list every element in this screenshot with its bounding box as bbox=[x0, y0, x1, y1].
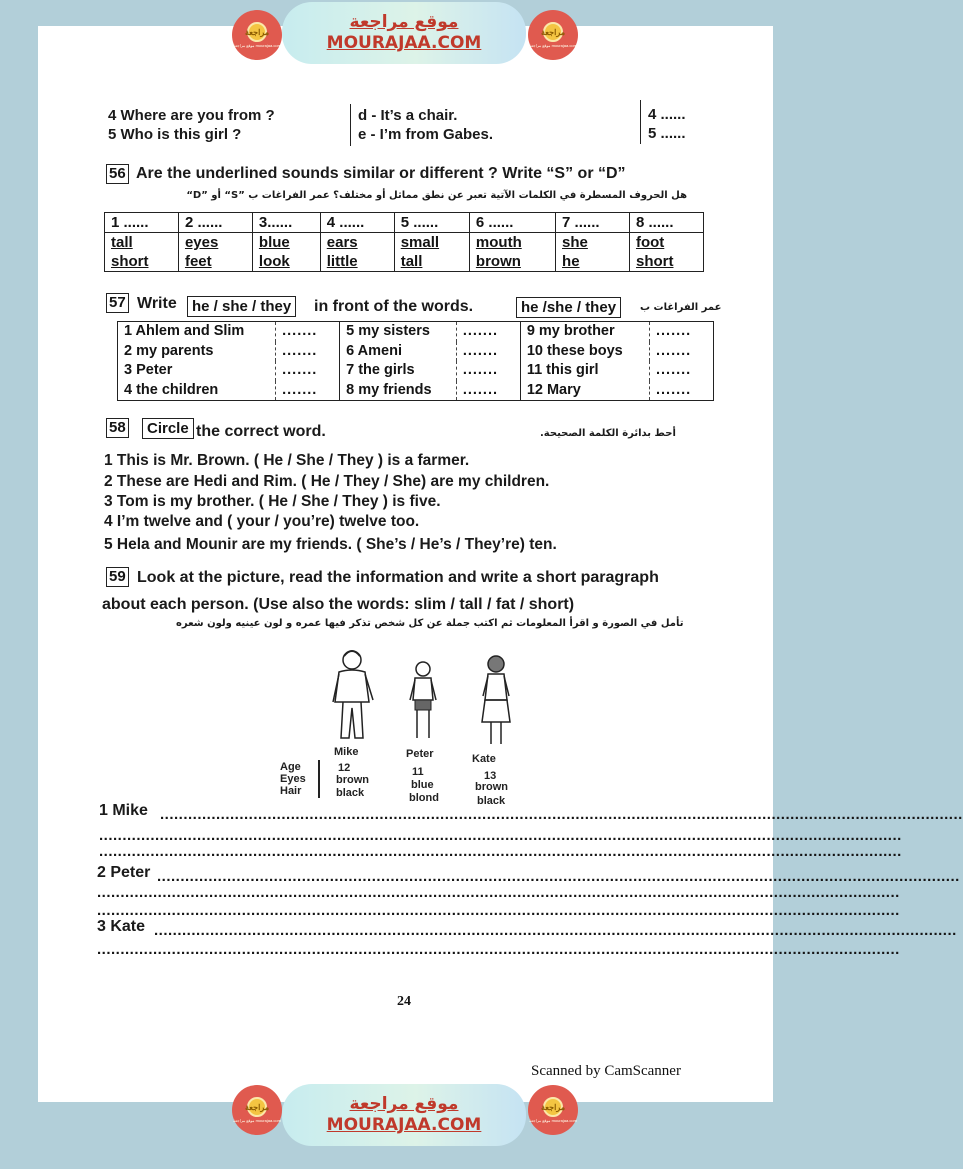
sound-label-6[interactable]: 6 ...... bbox=[469, 213, 555, 233]
logo-coin-icon: مراجعة bbox=[247, 1097, 267, 1117]
answer-line-mike-3[interactable]: ............................................................................................................................................................................ bbox=[99, 843, 902, 860]
blank-2[interactable]: ....... bbox=[276, 342, 340, 362]
label-hair: Hair bbox=[280, 785, 302, 797]
logo-coin-icon: مراجعة bbox=[247, 22, 267, 42]
sentence-4[interactable]: 4 I’m twelve and ( your / you’re) twelve too. bbox=[104, 513, 420, 530]
exercise-59-instruction-1: Look at the picture, read the information and write a short paragraph bbox=[137, 569, 659, 586]
answer-e: e - I’m from Gabes. bbox=[358, 126, 494, 143]
item-8: 8 my friends bbox=[346, 381, 432, 398]
peter-name: Peter bbox=[406, 748, 434, 760]
exercise-57-number: 57 bbox=[106, 293, 129, 313]
answer-d: d - It’s a chair. bbox=[358, 107, 458, 124]
exercise-57-pronoun-box-2: he /she / they bbox=[516, 297, 621, 318]
exercise-57-arabic: عمر الفراغات ب bbox=[640, 302, 722, 313]
answer-label-kate: 3 Kate bbox=[97, 918, 146, 935]
label-eyes: Eyes bbox=[280, 773, 306, 785]
answer-line-mike-1[interactable]: ............................................................................................................................................................................ bbox=[160, 806, 963, 823]
match-4-blank[interactable]: 4 ...... bbox=[648, 106, 686, 123]
sentence-3[interactable]: 3 Tom is my brother. ( He / She / They ) is five. bbox=[104, 493, 441, 510]
blank-9[interactable]: ....... bbox=[650, 322, 714, 342]
right-bottom-logo bbox=[528, 1085, 578, 1135]
word-pair-1: tall short bbox=[105, 233, 179, 272]
blank-6[interactable]: ....... bbox=[456, 342, 520, 362]
item-3: 3 Peter bbox=[124, 362, 173, 378]
item-12: 12 Mary bbox=[526, 381, 581, 398]
word-pair-3: blue look bbox=[252, 233, 320, 272]
word-pair-8: foot short bbox=[629, 233, 703, 272]
mike-age: 12 bbox=[338, 762, 351, 774]
peter-figure bbox=[406, 658, 440, 744]
peter-age: 11 bbox=[412, 766, 424, 778]
logo-caption: موقع مراجعة mourajaa.com bbox=[529, 43, 577, 48]
kate-name: Kate bbox=[472, 753, 496, 765]
blank-4[interactable]: ....... bbox=[276, 381, 340, 401]
sound-label-2[interactable]: 2 ...... bbox=[178, 213, 252, 233]
scanner-watermark: Scanned by CamScanner bbox=[531, 1063, 681, 1079]
answer-line-peter-2[interactable]: ............................................................................................................................................................................ bbox=[97, 884, 900, 901]
kate-figure bbox=[478, 652, 514, 748]
page-number: 24 bbox=[397, 994, 411, 1009]
table-row bbox=[105, 233, 704, 272]
banner-arabic-title: موقع مراجعة bbox=[349, 12, 459, 32]
blank-8[interactable]: ....... bbox=[456, 381, 520, 401]
exercise-59-number: 59 bbox=[106, 567, 129, 587]
table-row bbox=[105, 213, 704, 233]
sound-label-4[interactable]: 4 ...... bbox=[320, 213, 394, 233]
mike-name: Mike bbox=[334, 746, 359, 758]
exercise-56-number: 56 bbox=[106, 164, 129, 184]
blank-11[interactable]: ....... bbox=[650, 361, 714, 381]
mike-figure bbox=[325, 646, 383, 746]
mike-eyes: brown bbox=[336, 774, 369, 786]
question-5: 5 Who is this girl ? bbox=[108, 126, 242, 143]
word-pair-5: small tall bbox=[394, 233, 469, 272]
question-4: 4 Where are you from ? bbox=[108, 107, 275, 124]
sound-label-3[interactable]: 3...... bbox=[252, 213, 320, 233]
blank-7[interactable]: ....... bbox=[456, 361, 520, 381]
table-row bbox=[118, 381, 714, 401]
answer-line-mike-2[interactable]: ............................................................................................................................................................................ bbox=[99, 827, 902, 844]
exercise-58-instruction: the correct word. bbox=[196, 423, 326, 440]
exercise-57-pronoun-box: he / she / they bbox=[187, 296, 296, 317]
exercise-57-table bbox=[117, 321, 714, 401]
bottom-site-banner[interactable] bbox=[282, 1084, 526, 1146]
exercise-58-circle-box: Circle bbox=[142, 418, 194, 439]
item-11: 11 this girl bbox=[526, 362, 599, 378]
mike-hair: black bbox=[336, 787, 365, 799]
exercise-58-arabic: أحط بدائرة الكلمة الصحيحة. bbox=[540, 428, 676, 439]
sentence-2[interactable]: 2 These are Hedi and Rim. ( He / They / She) are my children. bbox=[104, 473, 550, 490]
logo-coin-icon: مراجعة bbox=[543, 22, 563, 42]
exercise-57-write: Write bbox=[137, 295, 177, 312]
sentence-5[interactable]: 5 Hela and Mounir are my friends. ( She’s / He’s / They’re) ten. bbox=[104, 536, 557, 553]
left-bottom-logo bbox=[232, 1085, 282, 1135]
kate-age: 13 bbox=[484, 770, 497, 782]
word-pair-6: mouth brown bbox=[469, 233, 555, 272]
answer-line-kate-1[interactable]: ............................................................................................................................................................................ bbox=[154, 922, 957, 939]
banner-site-link[interactable]: MOURAJAA.COM bbox=[326, 33, 482, 53]
blank-3[interactable]: ....... bbox=[276, 361, 340, 381]
answer-line-peter-3[interactable]: ............................................................................................................................................................................ bbox=[97, 902, 900, 919]
word-pair-7: she he bbox=[556, 233, 630, 272]
item-9: 9 my brother bbox=[526, 323, 615, 339]
exercise-58-number: 58 bbox=[106, 418, 129, 438]
item-6: 6 Ameni bbox=[346, 342, 402, 359]
blank-5[interactable]: ....... bbox=[456, 322, 520, 342]
blank-10[interactable]: ....... bbox=[650, 342, 714, 362]
exercise-56-arabic: هل الحروف المسطرة في الكلمات الآتية تعبر عن نطق مماثل أو مختلف؟ عمر الفراغات ب ”S“ أو ”D“ bbox=[186, 190, 687, 201]
answer-label-mike: 1 Mike bbox=[99, 802, 148, 819]
banner-site-link[interactable]: MOURAJAA.COM bbox=[326, 1115, 482, 1135]
info-divider bbox=[318, 760, 320, 798]
table-row bbox=[118, 361, 714, 381]
exercise-59-instruction-2: about each person. (Use also the words: slim / tall / fat / short) bbox=[102, 596, 575, 613]
item-7: 7 the girls bbox=[346, 362, 415, 378]
answer-line-peter-1[interactable]: ............................................................................................................................................................................ bbox=[157, 868, 960, 885]
sound-label-7[interactable]: 7 ...... bbox=[556, 213, 630, 233]
match-5-blank[interactable]: 5 ...... bbox=[648, 125, 686, 142]
logo-caption: موقع مراجعة mourajaa.com bbox=[233, 1118, 281, 1123]
blank-12[interactable]: ....... bbox=[650, 381, 714, 401]
logo-coin-icon: مراجعة bbox=[543, 1097, 563, 1117]
sound-label-8[interactable]: 8 ...... bbox=[629, 213, 703, 233]
word-pair-2: eyes feet bbox=[178, 233, 252, 272]
label-age: Age bbox=[280, 761, 301, 773]
sound-label-5[interactable]: 5 ...... bbox=[394, 213, 469, 233]
exercise-57-instruction: in front of the words. bbox=[314, 298, 474, 315]
banner-arabic-title: موقع مراجعة bbox=[349, 1094, 459, 1114]
right-top-logo bbox=[528, 10, 578, 60]
item-1: 1 Ahlem and Slim bbox=[124, 323, 245, 339]
sentence-1[interactable]: 1 This is Mr. Brown. ( He / She / They ) is a farmer. bbox=[104, 452, 470, 469]
logo-caption: موقع مراجعة mourajaa.com bbox=[233, 43, 281, 48]
peter-eyes: blue bbox=[411, 779, 434, 791]
kate-hair: black bbox=[477, 795, 506, 807]
logo-caption: موقع مراجعة mourajaa.com bbox=[529, 1118, 577, 1123]
blank-1[interactable]: ....... bbox=[276, 322, 340, 342]
left-top-logo bbox=[232, 10, 282, 60]
item-5: 5 my sisters bbox=[346, 323, 430, 339]
peter-hair: blond bbox=[409, 792, 439, 804]
table-row bbox=[118, 322, 714, 342]
exercise-56-table bbox=[104, 212, 704, 272]
answer-label-peter: 2 Peter bbox=[97, 864, 151, 881]
exercise-59-arabic: تأمل في الصورة و اقرأ المعلومات ثم اكتب جملة عن كل شخص تذكر فيها عمره و لون عينيه ولون شعره bbox=[176, 618, 684, 629]
sound-label-1[interactable]: 1 ...... bbox=[105, 213, 179, 233]
kate-eyes: brown bbox=[475, 781, 508, 793]
top-site-banner[interactable] bbox=[282, 2, 526, 64]
item-10: 10 these boys bbox=[526, 342, 623, 359]
table-row bbox=[118, 342, 714, 362]
divider bbox=[640, 100, 641, 144]
word-pair-4: ears little bbox=[320, 233, 394, 272]
divider bbox=[350, 104, 351, 146]
item-4: 4 the children bbox=[124, 381, 219, 398]
exercise-56-instruction: Are the underlined sounds similar or different ? Write “S” or “D” bbox=[136, 165, 626, 182]
answer-line-kate-2[interactable]: ............................................................................................................................................................................ bbox=[97, 941, 900, 958]
item-2: 2 my parents bbox=[124, 342, 214, 359]
